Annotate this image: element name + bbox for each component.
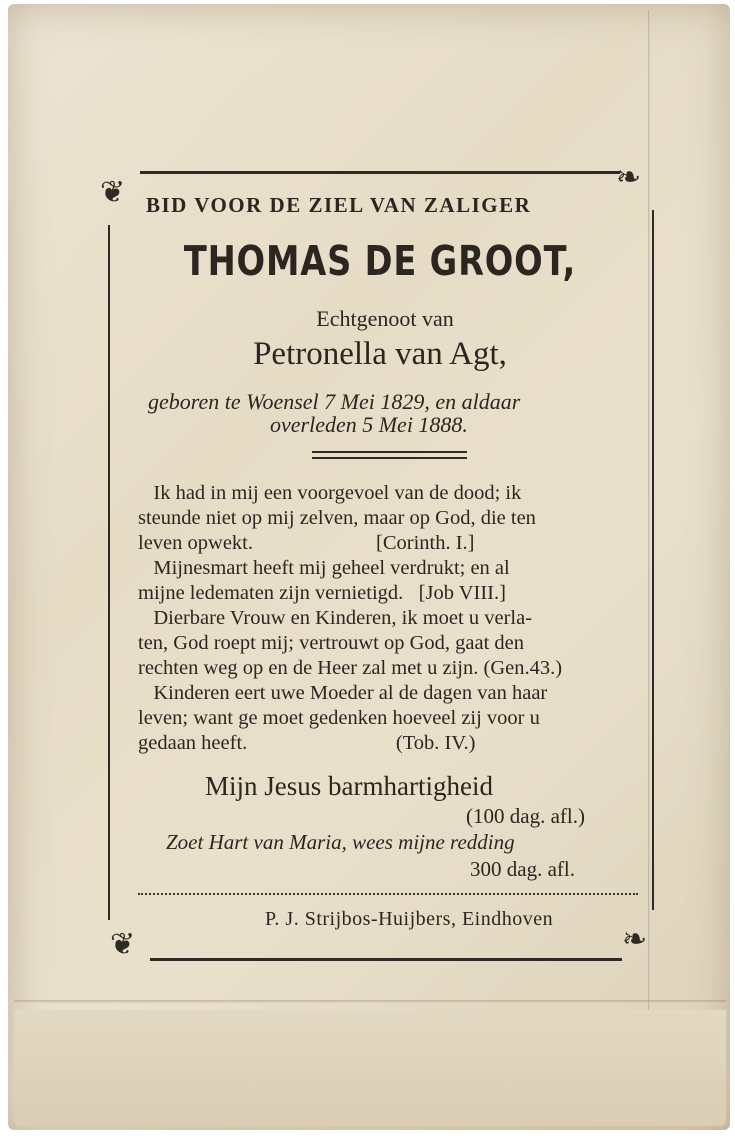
flourish-ornament-icon: ❧ — [622, 922, 648, 957]
prayer-maria: Zoet Hart van Maria, wees mijne redding — [166, 830, 515, 854]
separator-rule — [312, 457, 467, 459]
flourish-ornament-icon: ❦ — [100, 175, 126, 210]
verse-line: Ik had in mij een voorgevoel van de dood; ik — [138, 482, 522, 504]
prayer-jesus: Mijn Jesus barmhartigheid — [205, 771, 493, 801]
birth-line: geboren te Woensel 7 Mei 1829, en aldaar — [148, 389, 521, 414]
flourish-ornament-icon: ❦ — [110, 927, 136, 962]
verse-line: rechten weg op en de Heer zal met u zijn. (Gen.43.) — [138, 657, 563, 679]
death-line: overleden 5 Mei 1888. — [270, 412, 468, 437]
separator-rule — [312, 451, 467, 453]
spouse-name: Petronella van Agt, — [253, 336, 507, 372]
verse-line: Mijnesmart heeft mij geheel verdrukt; en al — [138, 557, 510, 579]
verse-line: steunde niet op mij zelven, maar op God, die ten — [138, 507, 536, 529]
frame-top-border — [140, 171, 620, 174]
printer-credit: P. J. Strijbos-Huijbers, Eindhoven — [265, 908, 554, 930]
frame-bottom-border — [150, 958, 622, 961]
verse-line: Dierbare Vrouw en Kinderen, ik moet u verla- — [138, 607, 533, 629]
spouse-label: Echtgenoot van — [316, 306, 454, 331]
verse-line: leven opwekt. [Corinth. I.] — [138, 532, 475, 554]
deceased-name: THOMAS DE GROOT, — [183, 237, 577, 285]
verse-line: gedaan heeft. (Tob. IV.) — [138, 732, 476, 754]
horizontal-fold — [14, 1000, 726, 1004]
verse-line: ten, God roept mij; vertrouwt op God, gaat den — [138, 632, 524, 654]
flourish-ornament-icon: ❧ — [616, 160, 642, 195]
card-header: BID VOOR DE ZIEL VAN ZALIGER — [146, 193, 532, 217]
dotted-divider — [138, 893, 638, 895]
verse-line: Kinderen eert uwe Moeder al de dagen van haar — [138, 682, 548, 704]
folded-bottom-strip — [14, 1010, 726, 1126]
indulgence-note: (100 dag. afl.) — [466, 804, 585, 828]
verse-line: mijne ledematen zijn vernietigd. [Job VIII.] — [138, 582, 506, 604]
verse-line: leven; want ge moet gedenken hoeveel zij voor u — [138, 707, 540, 729]
indulgence-note: 300 dag. afl. — [470, 857, 575, 881]
